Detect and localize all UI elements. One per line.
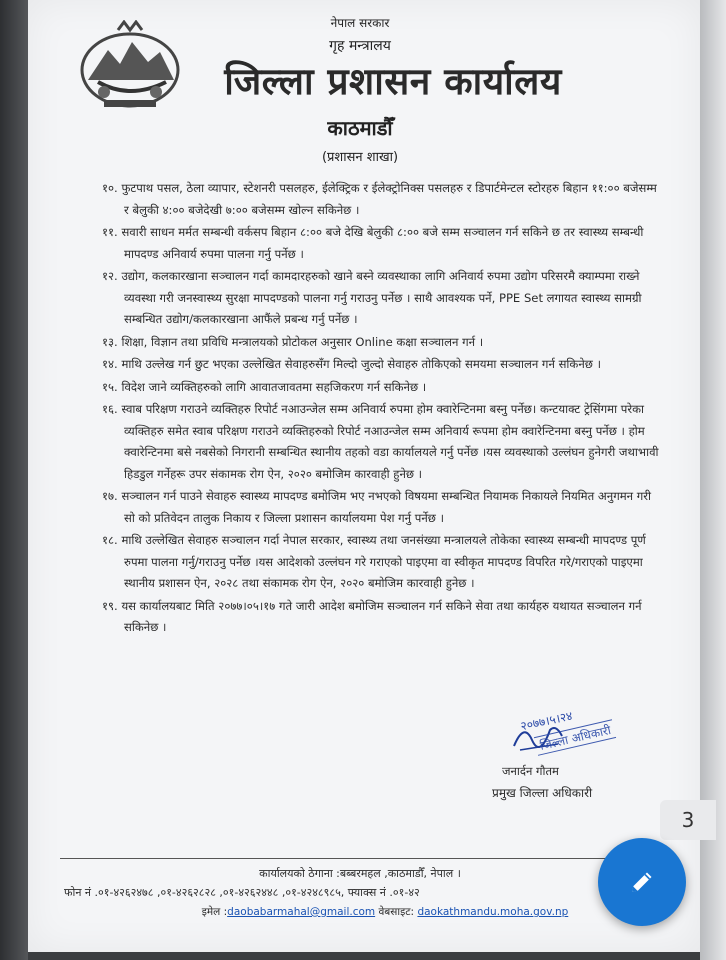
list-item	[102, 596, 662, 639]
item-number: ११.	[102, 225, 118, 239]
list-item	[102, 530, 662, 595]
footer-divider	[60, 858, 640, 859]
branch-label: (प्रशासन शाखा)	[321, 150, 399, 165]
official-stamp: जिल्ला अधिकारी	[534, 719, 617, 756]
notice-items-list	[102, 178, 662, 639]
city-title: काठमाडौँ	[327, 116, 393, 140]
item-number: १६.	[102, 402, 118, 416]
item-number: १०.	[102, 181, 118, 195]
contact-line	[150, 905, 620, 919]
item-text: उद्योग, कलकारखाना सञ्चालन गर्दा कामदारहरुको खाने बस्ने व्यवस्थाका लागि अनिवार्य रुपमा उद्योग परिसरमै क्याम्पमा राख्ने व्यवस्था गरी जनस्वास्थ्य सुरक्षा मापदण्डको पालना गर्नु गराउनु पर्नेछ । साथै आवश्यक पर्ने, PPE Set लगायत स्वास्थ्य सामग्री सम्बन्धित उद्योग/कलकारखाना आफैंले प्रबन्ध गर्नु पर्नेछ ।	[121, 269, 642, 326]
list-item	[102, 399, 662, 485]
list-item	[102, 266, 662, 331]
office-address: कार्यालयको ठेगाना :बब्बरमहल ,काठमाडौँ, नेपाल ।	[259, 867, 461, 880]
website-link[interactable]: daokathmandu.moha.gov.np	[417, 906, 569, 918]
email-label: इमेल :	[201, 906, 228, 918]
email-link[interactable]: daobabarmahal@gmail.com	[227, 906, 376, 918]
signature-date: २०७७।५।२४	[519, 708, 574, 734]
item-text: विदेश जाने व्यक्तिहरुको लागि आवातजावतमा सहजिकरण गर्न सकिनेछ ।	[121, 379, 427, 394]
phone-numbers: फोन नं .०१-४२६२४७८ ,०१-४२६२८२८ ,०१-४२६२४४८ ,०१-४२४८९८५, फ्याक्स नं .०१-४२	[64, 886, 420, 899]
nepal-emblem-icon	[74, 20, 186, 112]
item-number: १४.	[102, 357, 118, 371]
item-text: शिक्षा, विज्ञान तथा प्रविधि मन्त्रालयको प्रोटोकल अनुसार Online कक्षा सञ्चालन गर्न ।	[121, 334, 484, 349]
item-text: माथि उल्लेख गर्न छुट भएका उल्लेखित सेवाहरुसँग मिल्दो जुल्दो सेवाहरु तोकिएको समयमा सञ्चालन गर्न सकिनेछ ।	[121, 357, 601, 371]
item-number: १५.	[102, 379, 118, 394]
list-item	[102, 486, 662, 529]
item-text: यस कार्यालयबाट मिति २०७७।०५।१७ गते जारी आदेश बमोजिम सञ्चालन गर्न सकिने सेवा तथा कार्यहरु यथायत सञ्चालन गर्न सकिनेछ ।	[121, 598, 642, 634]
item-number: १७.	[102, 489, 118, 503]
item-text: स्वाब परिक्षण गराउने व्यक्तिहरु रिपोर्ट नआउन्जेल सम्म अनिवार्य रुपमा होम क्वारेन्टिनमा बस्नु पर्नेछ। कन्टयाक्ट ट्रेसिंगमा परेका व्यक्तिहरु समेत स्वाब परिक्षण गराउने व्यक्तिहरुको रिपोर्ट नआउन्जेल सम्म अनिवार्य रूपमा होम क्वारेन्टिनमा बस्नु पर्नेछ । होम क्वारेन्टिनमा बसे नबसेको निगरानी सम्बन्धित स्थानीय तहको वडा कार्यालयले गर्नु पर्नेछ ।यस व्यवस्थाको उल्लंघन हुनेगरी जथाभावी हिडडुल गर्नेहरू उपर संकामक रोग ऐन, २०२० बमोजिम कारवाही हुनेछ ।	[121, 402, 659, 481]
edit-button[interactable]	[598, 838, 686, 926]
page-number-badge: 3	[660, 800, 716, 840]
item-text: सञ्चालन गर्न पाउने सेवाहरु स्वास्थ्य मापदण्ड बमोजिम भए नभएको विषयमा सम्बन्धित नियामक निकायले नियमित अनुगमन गरी सो को प्रतिवेदन तालुक निकाय र जिल्ला प्रशासन कार्यालयमा पेश गर्नु पर्नेछ ।	[121, 489, 652, 525]
ministry-label: गृह मन्त्रालय	[329, 38, 391, 54]
government-label: नेपाल सरकार	[330, 16, 390, 30]
list-item	[102, 332, 662, 354]
item-text: फुटपाथ पसल, ठेला व्यापार, स्टेशनरी पसलहरु, ईलेक्ट्रिक र ईलेक्ट्रोनिक्स पसलहरु र डिपार्टमेन्टल स्टोरहरु बिहान ११:०० बजेसम्म र बेलुकी ४:०० बजेदेखी ७:०० बजेसम्म खोल्न सकिनेछ ।	[121, 181, 657, 217]
item-number: १२.	[102, 269, 118, 283]
item-number: १९.	[102, 598, 118, 613]
item-text: सवारी साधन मर्मत सम्बन्धी वर्कसप बिहान ८:०० बजे देखि बेलुकी ८:०० बजे सम्म सञ्चालन गर्न सकिने छ तर स्वास्थ्य सम्बन्धी मापदण्ड अनिवार्य रुपमा पालना गर्नु पर्नेछ ।	[121, 225, 644, 261]
list-item	[102, 354, 662, 376]
list-item	[102, 178, 662, 221]
item-number: १८.	[102, 533, 118, 547]
item-number: १३.	[102, 334, 118, 349]
office-title: जिल्ला प्रशासन कार्यालय	[224, 60, 562, 103]
item-text: माथि उल्लेखित सेवाहरु सञ्चालन गर्दा नेपाल सरकार, स्वास्थ्य तथा जनसंख्या मन्त्रालयले तोकेका स्वास्थ्य सम्बन्धी मापदण्ड पूर्ण रुपमा पालना गर्नु/गराउनु पर्नेछ ।यस आदेशको उल्लंघन गरे गराएको पाइएमा वा स्वीकृत मापदण्ड विपरित गरे/गराएको पाइएमा स्थानीय प्रशासन ऐन, २०२८ तथा संकामक रोग ऐन, २०२० बमोजिम कारवाही हुनेछ ।	[121, 533, 646, 590]
signatory-name: जनार्दन गौतम	[502, 764, 559, 778]
pencil-icon	[628, 868, 656, 896]
left-edge-shadow	[0, 0, 28, 960]
website-label: वेबसाइट:	[375, 906, 418, 918]
list-item	[102, 377, 662, 399]
signatory-title: प्रमुख जिल्ला अधिकारी	[492, 786, 593, 800]
signature-block	[490, 708, 650, 812]
list-item	[102, 222, 662, 265]
